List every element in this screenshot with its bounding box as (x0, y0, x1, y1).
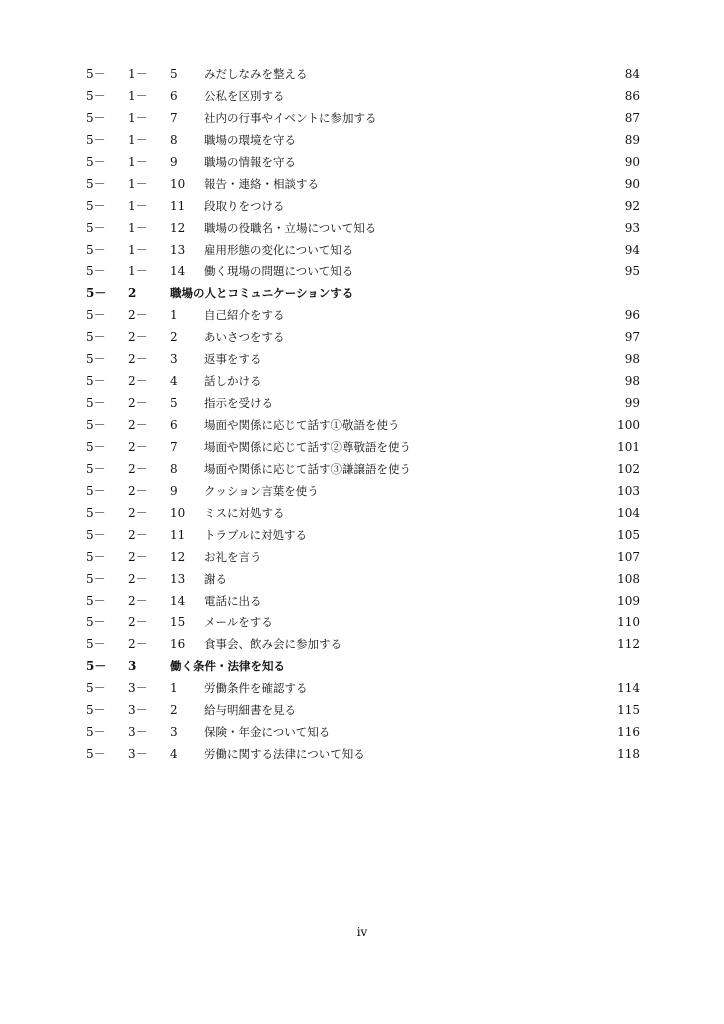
chapter-number: 5－ (86, 396, 106, 411)
chapter-number: 5－ (86, 132, 106, 147)
item-number: 5 (170, 67, 178, 81)
section-number: 2－ (128, 461, 148, 476)
entry-page-number: 92 (624, 198, 640, 213)
item-number: 10 (170, 176, 186, 191)
entry-title: 社内の行事やイベントに参加する (204, 110, 377, 125)
item-number: 14 (170, 593, 186, 608)
chapter-number: 5－ (86, 483, 106, 498)
item-number: 5 (170, 396, 178, 411)
section-number: 1－ (128, 67, 148, 81)
item-number: 4 (170, 747, 178, 762)
entry-title: 自己紹介をする (204, 308, 285, 323)
toc-entry (0, 591, 724, 613)
entry-title: 労働条件を確認する (204, 681, 308, 696)
entry-page-number: 109 (617, 593, 640, 608)
chapter-number: 5－ (86, 198, 106, 213)
chapter-number: 5－ (86, 418, 106, 432)
entry-title: 雇用形態の変化について知る (204, 242, 354, 257)
item-number: 2 (170, 330, 178, 345)
section-number: 1－ (128, 88, 148, 103)
toc-entry (0, 569, 724, 591)
entry-title: 場面や関係に応じて話す①敬語を使う (204, 418, 400, 432)
section-number: 2－ (128, 593, 148, 608)
chapter-number: 5－ (86, 571, 106, 586)
section-number: 2 (128, 286, 137, 301)
section-number: 2－ (128, 483, 148, 498)
toc-entry (0, 218, 724, 240)
entry-title: 報告・連絡・相談する (204, 176, 319, 191)
section-number: 3 (128, 659, 137, 674)
entry-page-number: 118 (617, 747, 640, 762)
entry-title: 働く条件・法律を知る (170, 659, 285, 674)
item-number: 11 (170, 527, 186, 542)
chapter-number: 5－ (86, 88, 106, 103)
item-number: 13 (170, 571, 186, 586)
section-number: 2－ (128, 374, 148, 389)
section-number: 3－ (128, 747, 148, 762)
item-number: 6 (170, 418, 178, 432)
chapter-number: 5－ (86, 67, 106, 81)
item-number: 10 (170, 505, 186, 520)
section-number: 2－ (128, 396, 148, 411)
toc-entry (0, 349, 724, 371)
section-number: 3－ (128, 681, 148, 696)
entry-page-number: 110 (617, 615, 640, 630)
section-number: 2－ (128, 637, 148, 652)
chapter-number: 5－ (86, 703, 106, 718)
entry-page-number: 93 (624, 220, 640, 235)
item-number: 13 (170, 242, 186, 257)
section-number: 1－ (128, 110, 148, 125)
entry-title: 指示を受ける (204, 396, 273, 411)
chapter-number: 5－ (86, 176, 106, 191)
entry-page-number: 84 (624, 67, 640, 81)
section-number: 1－ (128, 242, 148, 257)
item-number: 7 (170, 439, 178, 454)
entry-page-number: 103 (617, 483, 640, 498)
item-number: 14 (170, 264, 186, 279)
item-number: 3 (170, 352, 178, 367)
entry-page-number: 90 (624, 176, 640, 191)
entry-title: 公私を区別する (204, 88, 285, 103)
toc-entry (0, 174, 724, 196)
section-number: 2－ (128, 505, 148, 520)
chapter-number: 5－ (86, 681, 106, 696)
entry-page-number: 96 (624, 308, 640, 323)
entry-title: 労働に関する法律について知る (204, 747, 365, 762)
entry-title: ミスに対処する (204, 505, 285, 520)
toc-entry (0, 612, 724, 634)
chapter-number: 5－ (86, 352, 106, 367)
entry-page-number: 102 (617, 461, 640, 476)
entry-page-number: 90 (624, 154, 640, 169)
table-of-contents (0, 64, 724, 766)
entry-page-number: 98 (624, 352, 640, 367)
entry-title: 電話に出る (204, 593, 262, 608)
entry-page-number: 116 (617, 725, 640, 740)
toc-entry (0, 744, 724, 766)
item-number: 2 (170, 703, 178, 718)
toc-entry (0, 503, 724, 525)
entry-page-number: 86 (624, 88, 640, 103)
section-number: 1－ (128, 220, 148, 235)
entry-title: クッション言葉を使う (204, 483, 319, 498)
section-number: 2－ (128, 527, 148, 542)
item-number: 12 (170, 549, 186, 564)
toc-entry (0, 196, 724, 218)
entry-title: 働く現場の問題について知る (204, 264, 354, 279)
toc-entry (0, 371, 724, 393)
page-number: iv (356, 925, 368, 939)
entry-page-number: 101 (617, 439, 640, 454)
entry-page-number: 94 (624, 242, 640, 257)
chapter-number: 5－ (86, 527, 106, 542)
section-number: 2－ (128, 352, 148, 367)
chapter-number: 5－ (86, 220, 106, 235)
section-number: 1－ (128, 176, 148, 191)
chapter-number: 5－ (86, 374, 106, 389)
chapter-number: 5－ (86, 637, 106, 652)
entry-title: 給与明細書を見る (204, 703, 296, 718)
entry-page-number: 100 (617, 418, 640, 432)
toc-entry (0, 305, 724, 327)
item-number: 12 (170, 220, 186, 235)
item-number: 15 (170, 615, 186, 630)
item-number: 9 (170, 483, 178, 498)
toc-entry (0, 459, 724, 481)
entry-page-number: 98 (624, 374, 640, 389)
section-number: 2－ (128, 308, 148, 323)
entry-title: 食事会、飲み会に参加する (204, 637, 342, 652)
chapter-number: 5－ (86, 659, 107, 674)
section-number: 2－ (128, 439, 148, 454)
entry-title: 場面や関係に応じて話す③謙譲語を使う (204, 461, 411, 476)
toc-entry (0, 108, 724, 130)
chapter-number: 5－ (86, 439, 106, 454)
item-number: 1 (170, 681, 178, 696)
chapter-number: 5－ (86, 725, 106, 740)
toc-entry (0, 86, 724, 108)
chapter-number: 5－ (86, 286, 107, 301)
toc-entry (0, 64, 724, 86)
section-number: 1－ (128, 264, 148, 279)
entry-title: 場面や関係に応じて話す②尊敬語を使う (204, 439, 411, 454)
entry-title: あいさつをする (204, 330, 285, 345)
chapter-number: 5－ (86, 110, 106, 125)
section-number: 3－ (128, 725, 148, 740)
entry-title: 話しかける (204, 374, 262, 389)
toc-entry (0, 678, 724, 700)
entry-title: みだしなみを整える (204, 67, 308, 81)
chapter-number: 5－ (86, 505, 106, 520)
entry-title: 職場の役職名・立場について知る (204, 220, 377, 235)
toc-entry (0, 722, 724, 744)
entry-page-number: 115 (617, 703, 640, 718)
entry-title: 職場の人とコミュニケーションする (170, 286, 354, 301)
toc-entry (0, 700, 724, 722)
entry-page-number: 114 (617, 681, 640, 696)
item-number: 11 (170, 198, 186, 213)
chapter-number: 5－ (86, 615, 106, 630)
section-number: 1－ (128, 132, 148, 147)
toc-entry (0, 130, 724, 152)
entry-title: お礼を言う (204, 549, 262, 564)
section-number: 2－ (128, 615, 148, 630)
section-number: 2－ (128, 571, 148, 586)
toc-section-heading (0, 656, 724, 678)
item-number: 8 (170, 461, 178, 476)
item-number: 3 (170, 725, 178, 740)
entry-title: 職場の情報を守る (204, 154, 296, 169)
toc-entry (0, 547, 724, 569)
entry-page-number: 104 (617, 505, 640, 520)
item-number: 4 (170, 374, 178, 389)
entry-title: 職場の環境を守る (204, 132, 296, 147)
entry-page-number: 108 (617, 571, 640, 586)
toc-entry (0, 240, 724, 262)
toc-entry (0, 261, 724, 283)
chapter-number: 5－ (86, 549, 106, 564)
chapter-number: 5－ (86, 264, 106, 279)
toc-entry (0, 437, 724, 459)
entry-page-number: 87 (624, 110, 640, 125)
entry-page-number: 107 (617, 549, 640, 564)
item-number: 16 (170, 637, 186, 652)
entry-title: 謝る (204, 571, 227, 586)
chapter-number: 5－ (86, 461, 106, 476)
toc-entry (0, 152, 724, 174)
chapter-number: 5－ (86, 593, 106, 608)
entry-title: 段取りをつける (204, 198, 285, 213)
chapter-number: 5－ (86, 747, 106, 762)
section-number: 2－ (128, 330, 148, 345)
item-number: 9 (170, 154, 178, 169)
entry-title: 保険・年金について知る (204, 725, 331, 740)
entry-title: トラブルに対処する (204, 527, 308, 542)
item-number: 8 (170, 132, 178, 147)
section-number: 1－ (128, 198, 148, 213)
section-number: 1－ (128, 154, 148, 169)
toc-entry (0, 415, 724, 437)
item-number: 1 (170, 308, 178, 323)
toc-entry (0, 525, 724, 547)
entry-page-number: 89 (624, 132, 640, 147)
toc-entry (0, 634, 724, 656)
section-number: 2－ (128, 549, 148, 564)
item-number: 6 (170, 88, 178, 103)
entry-page-number: 95 (624, 264, 640, 279)
entry-title: メールをする (204, 615, 273, 630)
entry-page-number: 112 (617, 637, 640, 652)
item-number: 7 (170, 110, 178, 125)
entry-page-number: 105 (617, 527, 640, 542)
entry-page-number: 97 (624, 330, 640, 345)
chapter-number: 5－ (86, 330, 106, 345)
chapter-number: 5－ (86, 154, 106, 169)
entry-page-number: 99 (624, 396, 640, 411)
toc-section-heading (0, 283, 724, 305)
toc-entry (0, 327, 724, 349)
toc-entry (0, 393, 724, 415)
chapter-number: 5－ (86, 308, 106, 323)
entry-title: 返事をする (204, 352, 262, 367)
chapter-number: 5－ (86, 242, 106, 257)
section-number: 2－ (128, 418, 148, 432)
toc-entry (0, 481, 724, 503)
section-number: 3－ (128, 703, 148, 718)
